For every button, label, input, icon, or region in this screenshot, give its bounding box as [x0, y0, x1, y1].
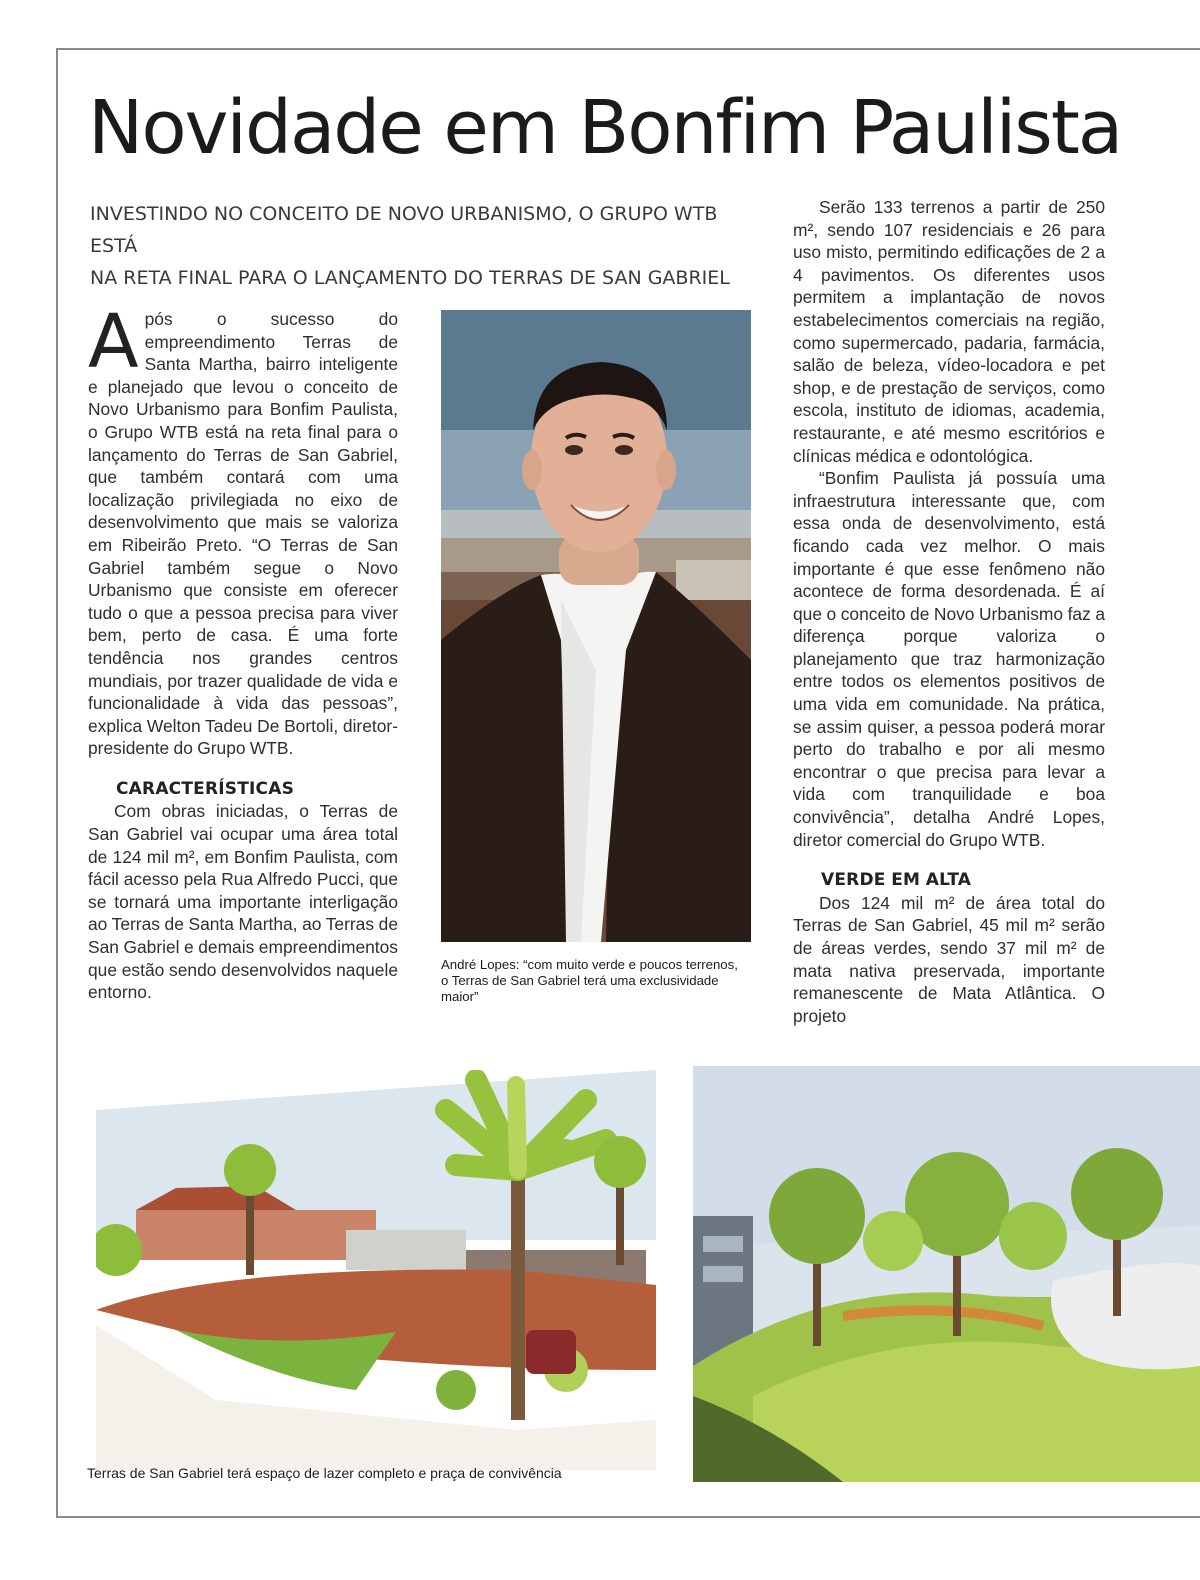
drop-cap: A	[88, 299, 139, 385]
article-headline: Novidade em Bonfim Paulista	[88, 85, 1122, 171]
deck-line-1: INVESTINDO NO CONCEITO DE NOVO URBANISMO, O GRUPO WTB ESTÁ	[90, 203, 718, 257]
portrait-photo	[441, 310, 751, 942]
left-column	[88, 299, 398, 1004]
right-column	[793, 196, 1105, 1027]
right-paragraph-3: Dos 124 mil m² de área total do Terras de San Gabriel, 45 mil m² serão de áreas verdes, sendo 37 mil m² de mata nativa preservada, importante remanescente de Mata Atlântica. O projeto	[793, 892, 1105, 1026]
right-paragraph-1: Serão 133 terrenos a partir de 250 m², sendo 107 residenciais e 26 para uso misto, permitindo edificações de 2 a 4 pavimentos. Os diferentes usos permitem a implantação de novos estabelecimentos comerciais na região, como supermercado, padaria, farmácia, salão de beleza, vídeo-locadora e pet shop, e de prestação de serviços, como escola, instituto de idiomas, academia, restaurante, e até mesmo escritórios e clínicas médica e odontológica.	[793, 197, 1105, 466]
sketch-caption: Terras de San Gabriel terá espaço de lazer completo e praça de convivência	[87, 1465, 562, 1481]
left-paragraph-1	[88, 299, 398, 760]
article-deck	[90, 198, 770, 294]
right-paragraph-2: “Bonfim Paulista já possuía uma infraestrutura interessante que, com essa onda de desenvolvimento, está ficando cada vez melhor. O mais importante é que esse fenômeno não acontece de forma desordenada. É aí que o conceito de Novo Urbanismo faz a diferença porque valoriza o planejamento que traz harmonização entre todos os elementos positivos de uma vida em comunidade. Na prática, se assim quiser, a pessoa poderá morar perto do trabalho e por ali mesmo encontrar o que precisa para levar a vida com tranquilidade e boa convivência”, detalha André Lopes, diretor comercial do Grupo WTB.	[793, 468, 1105, 850]
left-paragraph-2: Com obras iniciadas, o Terras de San Gabriel vai ocupar uma área total de 124 mil m², em Bonfim Paulista, com fácil acesso pela Rua Alfredo Pucci, que se tornará uma importante interligação ao Terras de Santa Martha, ao Terras de San Gabriel e demais empreendimentos que estão sendo desenvolvidos naquele entorno.	[88, 801, 398, 1003]
sketch-entrance-illustration	[96, 1070, 656, 1470]
subhead-verde-em-alta: VERDE EM ALTA	[821, 870, 972, 891]
left-paragraph-1-text: pós o sucesso do empreendimento Terras de Santa Martha, bairro inteligente e planejado que levou o conceito de Novo Urbanismo para Bonfim Paulista, o Grupo WTB está na reta final para o lançamento do Terras de San Gabriel, que também contará com uma localização privilegiada no eixo de desenvolvimento que mais se valoriza em Ribeirão Preto. “O Terras de San Gabriel também segue o Novo Urbanismo que consiste em oferecer tudo o que a pessoa precisa para viver bem, perto de casa. É uma forte tendência nos grandes centros mundiais, por trazer qualidade de vida e funcionalidade à vida das pessoas”, explica Welton Tadeu De Bortoli, diretor-presidente do Grupo WTB.	[88, 309, 398, 759]
portrait-caption: André Lopes: “com muito verde e poucos terrenos, o Terras de San Gabriel terá uma exclusividade maior”	[441, 957, 738, 1004]
deck-line-2: NA RETA FINAL PARA O LANÇAMENTO DO TERRAS DE SAN GABRIEL	[90, 267, 730, 289]
subhead-caracteristicas: CARACTERÍSTICAS	[116, 778, 295, 799]
sketch-plaza-illustration	[693, 1066, 1200, 1482]
